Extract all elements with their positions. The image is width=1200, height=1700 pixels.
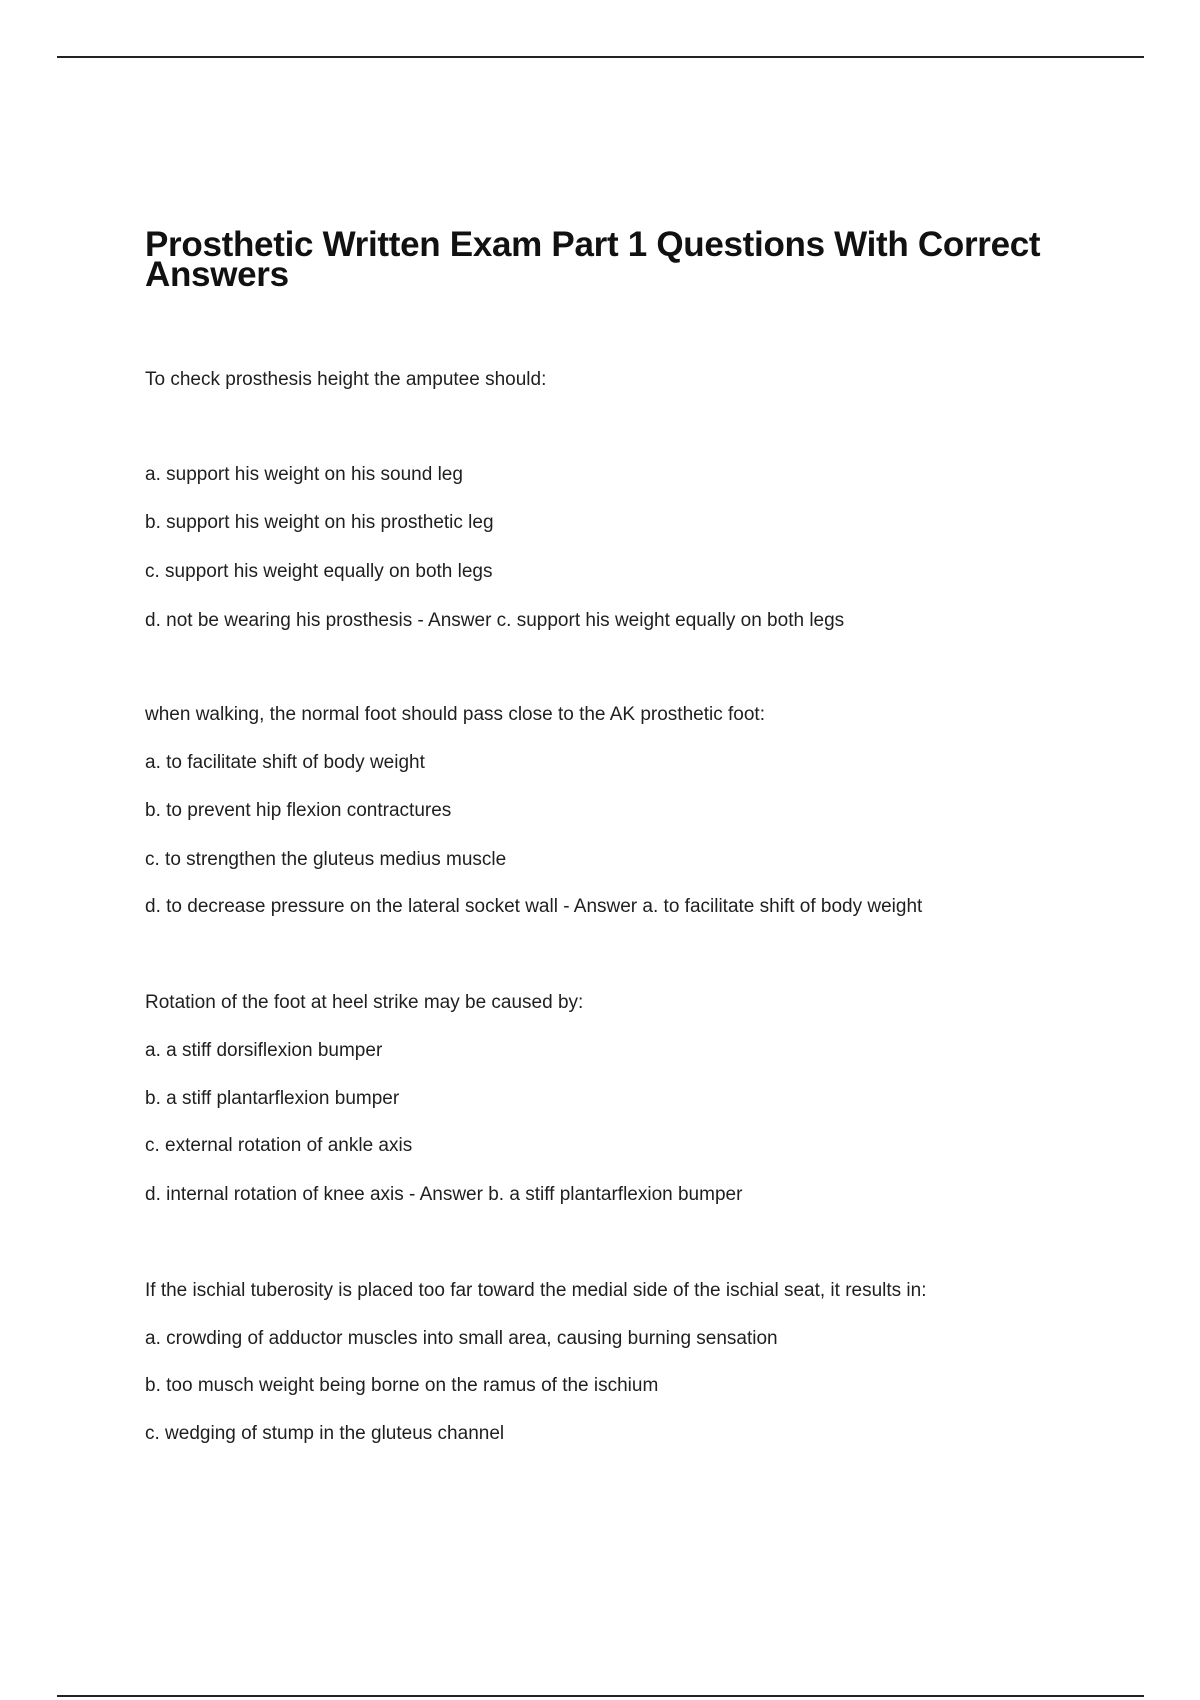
- question-3-option-c: c. external rotation of ankle axis: [145, 1135, 413, 1156]
- question-3-option-b: b. a stiff plantarflexion bumper: [145, 1088, 400, 1109]
- question-4-option-c: c. wedging of stump in the gluteus channel: [145, 1423, 505, 1444]
- question-4-option-a: a. crowding of adductor muscles into small area, causing burning sensation: [145, 1328, 778, 1349]
- question-1-option-d-answer: d. not be wearing his prosthesis - Answer c. support his weight equally on both legs: [145, 610, 845, 631]
- question-3-option-d-answer: d. internal rotation of knee axis - Answer b. a stiff plantarflexion bumper: [145, 1184, 743, 1205]
- question-3-option-a: a. a stiff dorsiflexion bumper: [145, 1040, 383, 1061]
- question-2-prompt: when walking, the normal foot should pass close to the AK prosthetic foot:: [145, 704, 765, 725]
- question-1-option-a: a. support his weight on his sound leg: [145, 464, 463, 485]
- question-1-option-c: c. support his weight equally on both legs: [145, 561, 493, 582]
- question-1-prompt: To check prosthesis height the amputee should:: [145, 369, 547, 390]
- question-2-option-b: b. to prevent hip flexion contractures: [145, 800, 452, 821]
- question-1-option-b: b. support his weight on his prosthetic leg: [145, 512, 494, 533]
- top-divider: [57, 56, 1144, 58]
- document-title: Prosthetic Written Exam Part 1 Questions With Correct Answers: [145, 225, 1041, 294]
- bottom-divider: [57, 1695, 1144, 1697]
- question-2-option-a: a. to facilitate shift of body weight: [145, 752, 425, 773]
- question-3-prompt: Rotation of the foot at heel strike may be caused by:: [145, 992, 584, 1013]
- question-4-prompt: If the ischial tuberosity is placed too far toward the medial side of the ischial seat, it results in:: [145, 1280, 927, 1301]
- question-4-option-b: b. too musch weight being borne on the ramus of the ischium: [145, 1375, 659, 1396]
- question-2-option-d-answer: d. to decrease pressure on the lateral socket wall - Answer a. to facilitate shift of body weight: [145, 896, 923, 917]
- question-2-option-c: c. to strengthen the gluteus medius muscle: [145, 849, 507, 870]
